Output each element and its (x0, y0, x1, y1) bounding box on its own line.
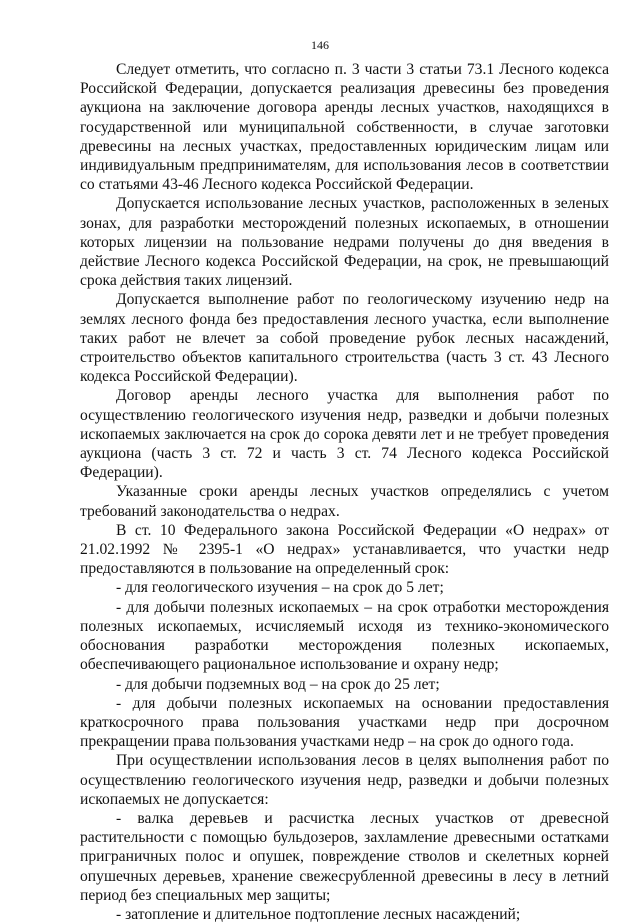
paragraph: При осуществлении использования лесов в целях выполнения работ по осуществлению геологического изучения недр, разведки и добычи полезных ископаемых не допускается: (80, 752, 609, 808)
page-number: 146 (311, 38, 329, 52)
paragraph: Следует отметить, что согласно п. 3 части 3 статьи 73.1 Лесного кодекса Российской Федерации, допускается реализация древесины без проведения аукциона на заключение договора аренды лесных участков, находящихся в государственной или муниципальной собственности, в случае заготовки древесины на лесных участках, предоставленных юридическим лицам или индивидуальным предпринимателям, для использования лесов в соответствии со статьями 43-46 Лесного кодекса Российской Федерации. (80, 61, 609, 194)
paragraph: В ст. 10 Федерального закона Российской Федерации «О недрах» от 21.02.1992 № 2395-1 «О недрах» устанавливается, что участки недр предоставляются в пользование на определенный срок: (80, 521, 609, 578)
list-item: - для геологического изучения – на срок до 5 лет; (116, 579, 444, 597)
list-item: - затопление и длительное подтопление лесных насаждений; (116, 905, 521, 923)
paragraph: Допускается использование лесных участков, расположенных в зеленых зонах, для разработки месторождений полезных ископаемых, в отношении которых лицензии на пользование недрами получены до дня введения в действие Лесного кодекса Российской Федерации, на срок, не превышающий срока действия таких лицензий. (80, 195, 609, 290)
list-item: - валка деревьев и расчистка лесных участков от древесной растительности с помощью бульдозеров, захламление древесными остатками приграничных полос и опушек, повреждение стволов и скелетных корней опушечных деревьев, хранение свежесрубленной древесины в лесу в летний период без специальных мер защиты; (80, 809, 609, 904)
list-item: - для добычи полезных ископаемых – на срок отработки месторождения полезных ископаемых, исчисляемый исходя из технико-экономического обоснования разработки месторождения полезных ископаемых, обеспечивающего рациональное использование и охрану недр; (80, 598, 609, 674)
paragraph: Договор аренды лесного участка для выполнения работ по осуществлению геологического изучения недр, разведки и добычи полезных ископаемых заключается на срок до сорока девяти лет и не требует проведения аукциона (часть 3 ст. 72 и часть 3 ст. 74 Лесного кодекса Российской Федерации). (80, 387, 609, 482)
list-item: - для добычи полезных ископаемых на основании предоставления краткосрочного права пользования участками недр при досрочном прекращении права пользования участками недр – на срок до одного года. (80, 694, 609, 751)
list-item: - для добычи подземных вод – на срок до 25 лет; (116, 675, 440, 693)
paragraph: Указанные сроки аренды лесных участков определялись с учетом требований законодательства о недрах. (80, 483, 609, 520)
paragraph: Допускается выполнение работ по геологическому изучению недр на землях лесного фонда без предоставления лесного участка, если выполнение таких работ не влечет за собой проведение рубок лесных насаждений, строительство объектов капитального строительства (часть 3 ст. 43 Лесного кодекса Российской Федерации). (80, 291, 609, 386)
body-text (80, 60, 609, 924)
